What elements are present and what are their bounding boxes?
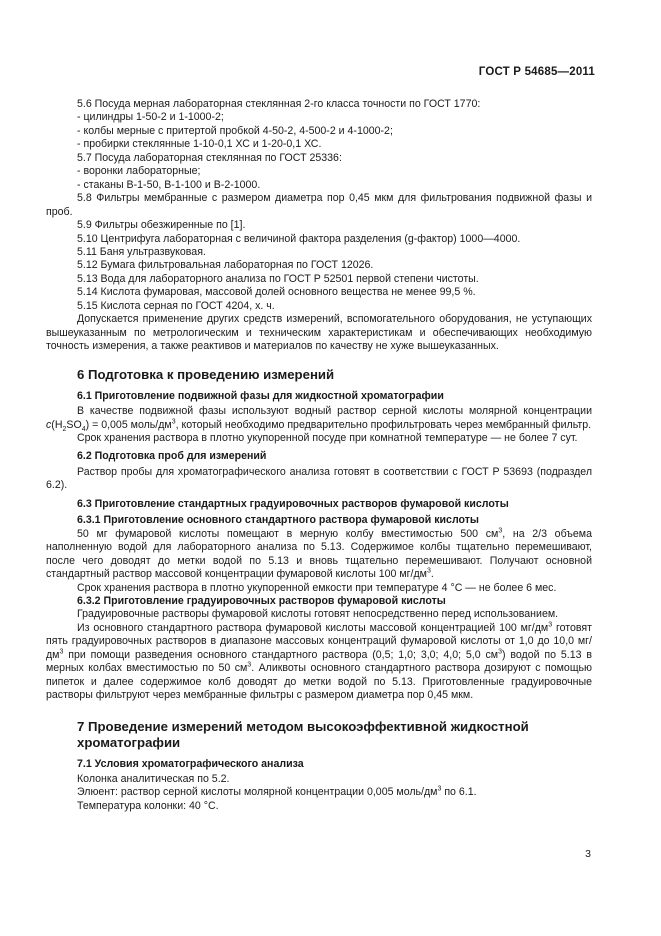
section-6-3-2-paragraph: Градуировочные растворы фумаровой кислоты готовят непосредственно перед использованием. [77,608,559,621]
section-6-3-2-procedure: Из основного стандартного раствора фумаровой кислоты массовой концентрацией 100 $мг/дм^3$ готовят пять градуировочных растворов в диапазоне массовых концентраций фумаровой кислоты от 1,0 до 10,0 $мг/дм^3$ при помощи разведения основного стандартного раствора (0,5; 1,0; 3,0; 4,0; 5,0 $см^3$) водой по 5.13 в мерных колбах вместимостью по 50 $см^3$. Аликвоты основного стандартного раствора дозируют с помощью пипеток и далее содержимое колб доводят до метки водой по 5.13. Приготовленные градуировочные растворы фильтруют через мембранные фильтры с размером диаметра пор 0,45 мкм. [46,621,592,702]
section-6-3-2-heading: 6.3.2 Приготовление градуировочных растворов фумаровой кислоты [77,594,446,607]
page-content [46,98,592,813]
list-item: 5.12 Бумага фильтровальная лабораторная по ГОСТ 12026. [77,259,374,272]
allowance-paragraph: Допускается применение других средств измерений, вспомогательного оборудования, не уступающих вышеуказанным по метрологическим и техническим характеристикам и обеспечивающих необходимую точность измерения, а также реактивов и материалов по качеству не хуже вышеуказанных. [46,313,592,353]
list-item: 5.9 Фильтры обезжиренные по [1]. [77,219,246,232]
list-item: 5.6 Посуда мерная лабораторная стеклянная 2-го класса точности по ГОСТ 1770: [77,98,481,110]
list-item: 5.7 Посуда лабораторная стеклянная по ГОСТ 25336: [77,151,342,164]
section-6-3-1-paragraph: 50 мг фумаровой кислоты помещают в мерную колбу вместимостью 500 $см^3$, на 2/3 объема наполненную водой для лабораторного анализа по 5.13. Содержимое колбы тщательно перемешивают, после чего доводят до метки водой по 5.13 и вновь тщательно перемешивают. Получают основной стандартный раствор массовой концентрации фумаровой кислоты 100 $мг/дм^3$. [46,527,592,581]
section-6-3-1-storage: Срок хранения раствора в плотно укупоренной емкости при температуре 4 °С — не более 6 мес. [77,581,557,594]
list-item: - колбы мерные с притертой пробкой 4-50-2, 4-500-2 и 4-1000-2; [77,124,393,137]
section-6-1-heading: 6.1 Приготовление подвижной фазы для жидкостной хроматографии [77,389,444,402]
list-item: 5.14 Кислота фумаровая, массовой долей основного вещества не менее 99,5 %. [77,286,476,299]
condition-line: Элюент: раствор серной кислоты молярной концентрации 0,005 моль/$дм^3$ по 6.1. [77,785,477,799]
section-6-3-heading: 6.3 Приготовление стандартных градуировочных растворов фумаровой кислоты [77,497,509,510]
list-item: 5.11 Баня ультразвуковая. [77,245,206,258]
section-6-heading: 6 Подготовка к проведению измерений [77,366,335,382]
list-item: 5.10 Центрифуга лабораторная с величиной фактора разделения (g-фактор) 1000—4000. [77,232,521,245]
section-7-heading: 7 Проведение измерений методом высокоэффективной жидкостной хроматографии [77,718,529,750]
section-6-1-paragraph: В качестве подвижной фазы используют водный раствор серной кислоты молярной концентрации $c(H_2SO_4) = 0,005$ моль/$дм^3$, который необходимо предварительно профильтровать через мембранный фильтр. [46,405,592,433]
section-6-3-1-heading: 6.3.1 Приготовление основного стандартного раствора фумаровой кислоты [77,514,479,527]
section-6-2-heading: 6.2 Подготовка проб для измерений [77,450,267,463]
document-header: ГОСТ Р 54685—2011 [478,66,595,78]
list-item: - пробирки стеклянные 1-10-0,1 ХС и 1-20-0,1 ХС. [77,138,322,151]
condition-line: Температура колонки: 40 °С. [77,799,219,812]
section-6-2-paragraph: Раствор пробы для хроматографического анализа готовят в соответствии с ГОСТ Р 53693 (подраздел 6.2). [46,465,592,492]
condition-line: Колонка аналитическая по 5.2. [77,773,230,786]
list-item: 5.15 Кислота серная по ГОСТ 4204, х. ч. [77,299,275,312]
list-item: - воронки лабораторные; [77,165,201,178]
section-6-1-storage: Срок хранения раствора в плотно укупоренной посуде при комнатной температуре — не более 7 сут. [77,431,578,444]
list-item: 5.13 Вода для лабораторного анализа по ГОСТ Р 52501 первой степени чистоты. [77,272,479,285]
list-item: - стаканы В-1-50, В-1-100 и В-2-1000. [77,178,261,191]
list-item: 5.8 Фильтры мембранные с размером диаметра пор 0,45 мкм для фильтрования подвижной фазы и проб. [46,192,592,218]
list-item: - цилиндры 1-50-2 и 1-1000-2; [77,111,224,124]
section-7-1-heading: 7.1 Условия хроматографического анализа [77,757,304,770]
page-number: 3 [585,848,591,860]
